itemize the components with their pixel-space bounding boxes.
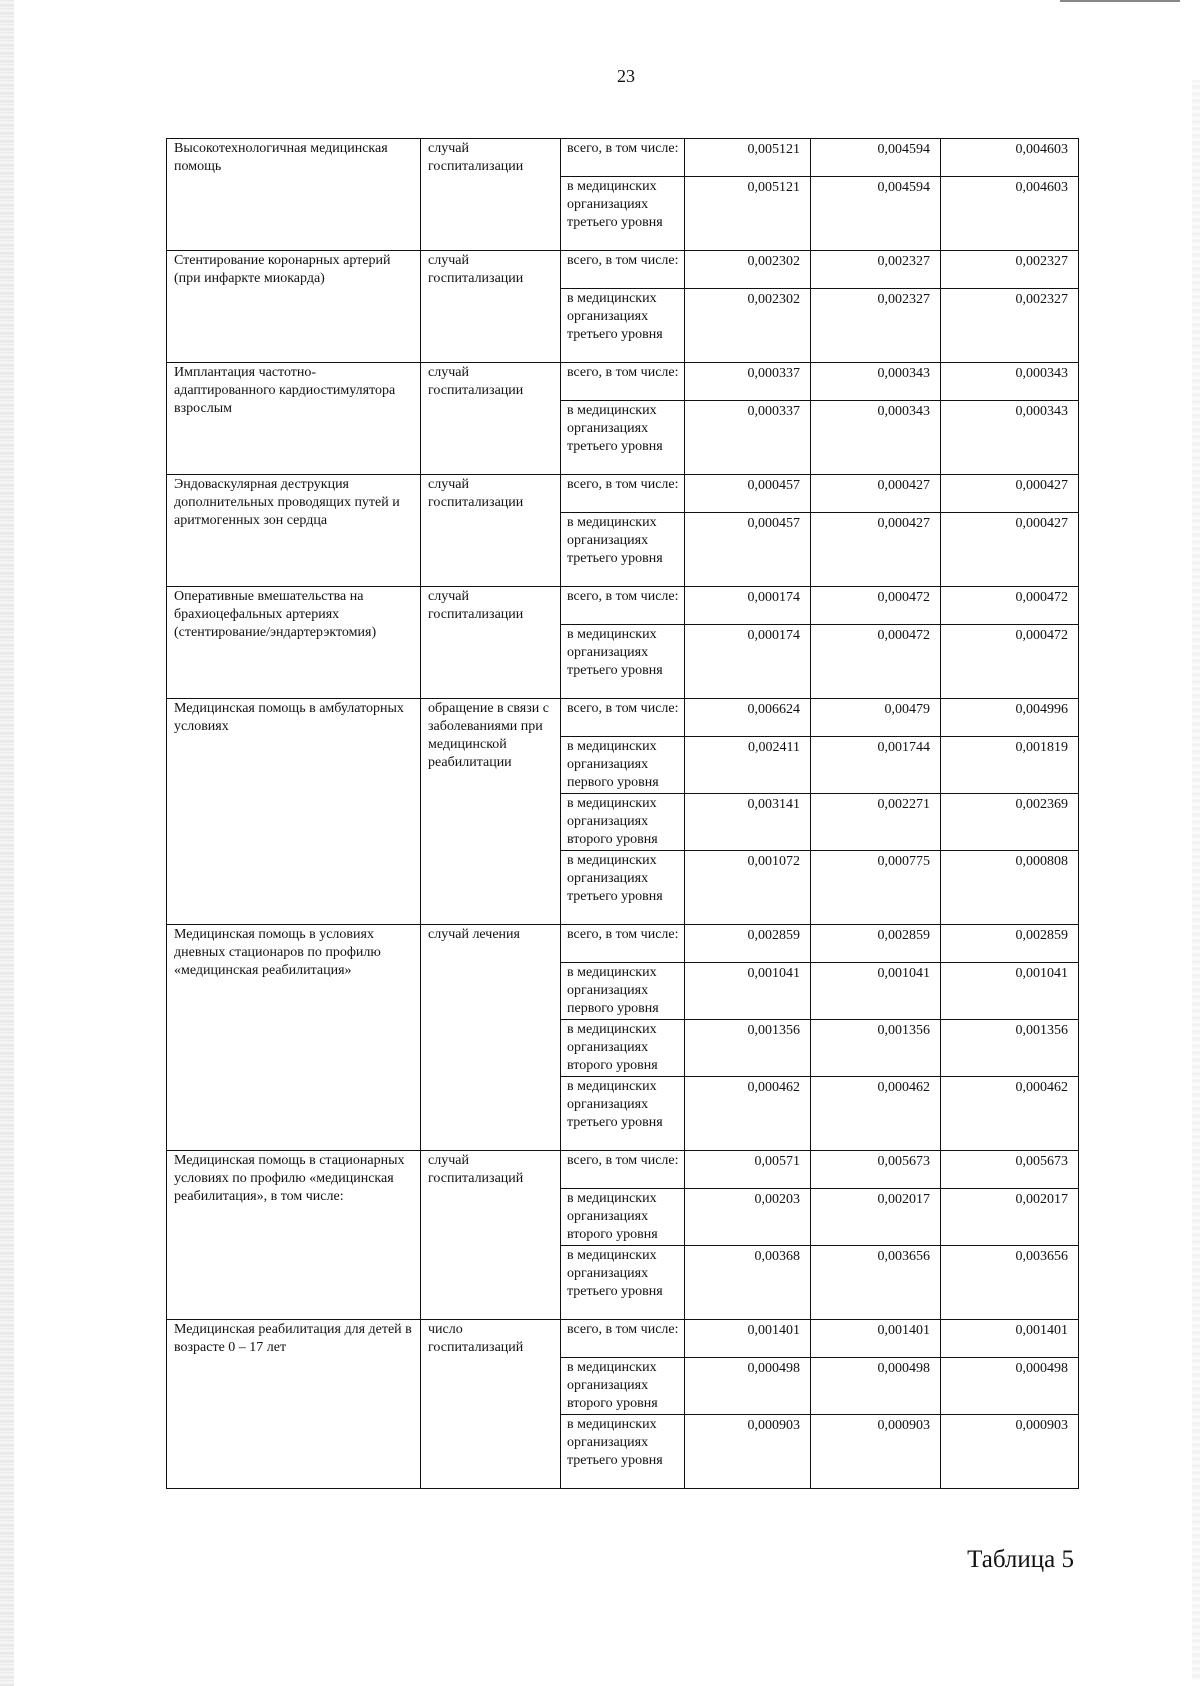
- value-cell-3: 0,000462: [941, 1077, 1079, 1151]
- value-cell-1: 0,002302: [685, 289, 811, 363]
- care-type-cell: Оперативные вмешательства на брахиоцефальных артериях (стентирование/эндартерэктомия): [167, 587, 421, 699]
- table-caption: Таблица 5: [967, 1546, 1074, 1573]
- value-cell-2: 0,000472: [811, 587, 941, 625]
- value-cell-3: 0,002859: [941, 925, 1079, 963]
- value-cell-3: 0,002369: [941, 794, 1079, 851]
- value-cell-1: 0,00368: [685, 1246, 811, 1320]
- value-cell-1: 0,000337: [685, 401, 811, 475]
- value-cell-1: 0,000174: [685, 587, 811, 625]
- level-cell: всего, в том числе:: [561, 139, 685, 177]
- value-cell-1: 0,005121: [685, 139, 811, 177]
- value-cell-2: 0,002859: [811, 925, 941, 963]
- level-cell: в медицинских организациях первого уровня: [561, 737, 685, 794]
- care-type-cell: Медицинская помощь в амбулаторных условиях: [167, 699, 421, 925]
- level-cell: в медицинских организациях третьего уровня: [561, 513, 685, 587]
- unit-cell: случай госпитализаций: [421, 1151, 561, 1320]
- value-cell-3: 0,002017: [941, 1189, 1079, 1246]
- value-cell-1: 0,001356: [685, 1020, 811, 1077]
- unit-cell: случай лечения: [421, 925, 561, 1151]
- level-cell: в медицинских организациях третьего уровня: [561, 1415, 685, 1489]
- unit-cell: число госпитализаций: [421, 1320, 561, 1489]
- page-number: 23: [617, 66, 635, 86]
- value-cell-1: 0,000457: [685, 513, 811, 587]
- value-cell-2: 0,001744: [811, 737, 941, 794]
- value-cell-2: 0,000472: [811, 625, 941, 699]
- value-cell-3: 0,003656: [941, 1246, 1079, 1320]
- value-cell-3: 0,000343: [941, 363, 1079, 401]
- value-cell-2: 0,002327: [811, 289, 941, 363]
- value-cell-2: 0,001041: [811, 963, 941, 1020]
- value-cell-3: 0,000808: [941, 851, 1079, 925]
- level-cell: всего, в том числе:: [561, 1320, 685, 1358]
- value-cell-1: 0,000337: [685, 363, 811, 401]
- level-cell: в медицинских организациях первого уровня: [561, 963, 685, 1020]
- level-cell: всего, в том числе:: [561, 1151, 685, 1189]
- level-cell: в медицинских организациях второго уровня: [561, 794, 685, 851]
- value-cell-1: 0,00571: [685, 1151, 811, 1189]
- level-cell: всего, в том числе:: [561, 363, 685, 401]
- level-cell: в медицинских организациях второго уровня: [561, 1020, 685, 1077]
- value-cell-2: 0,001356: [811, 1020, 941, 1077]
- level-cell: в медицинских организациях второго уровня: [561, 1358, 685, 1415]
- norms-table: [166, 138, 1079, 1489]
- value-cell-2: 0,004594: [811, 139, 941, 177]
- value-cell-1: 0,005121: [685, 177, 811, 251]
- level-cell: в медицинских организациях третьего уровня: [561, 851, 685, 925]
- value-cell-2: 0,000775: [811, 851, 941, 925]
- table-body: [167, 139, 1079, 1489]
- unit-cell: случай госпитализации: [421, 587, 561, 699]
- value-cell-2: 0,000343: [811, 401, 941, 475]
- unit-cell: случай госпитализации: [421, 475, 561, 587]
- level-cell: всего, в том числе:: [561, 251, 685, 289]
- value-cell-1: 0,001072: [685, 851, 811, 925]
- value-cell-3: 0,000498: [941, 1358, 1079, 1415]
- value-cell-3: 0,000427: [941, 513, 1079, 587]
- unit-cell: случай госпитализации: [421, 363, 561, 475]
- care-type-cell: Эндоваскулярная деструкция дополнительных проводящих путей и аритмогенных зон сердца: [167, 475, 421, 587]
- table-row: [167, 251, 1079, 289]
- value-cell-1: 0,000903: [685, 1415, 811, 1489]
- value-cell-1: 0,000457: [685, 475, 811, 513]
- value-cell-3: 0,004603: [941, 139, 1079, 177]
- value-cell-1: 0,006624: [685, 699, 811, 737]
- level-cell: всего, в том числе:: [561, 587, 685, 625]
- value-cell-2: 0,000903: [811, 1415, 941, 1489]
- value-cell-2: 0,004594: [811, 177, 941, 251]
- level-cell: всего, в том числе:: [561, 925, 685, 963]
- value-cell-1: 0,001401: [685, 1320, 811, 1358]
- level-cell: в медицинских организациях третьего уровня: [561, 177, 685, 251]
- value-cell-2: 0,000427: [811, 513, 941, 587]
- level-cell: в медицинских организациях третьего уровня: [561, 1077, 685, 1151]
- unit-cell: случай госпитализации: [421, 251, 561, 363]
- document-table-wrap: [166, 138, 1078, 1489]
- value-cell-2: 0,002327: [811, 251, 941, 289]
- level-cell: в медицинских организациях третьего уровня: [561, 625, 685, 699]
- table-row: [167, 1151, 1079, 1189]
- value-cell-3: 0,002327: [941, 251, 1079, 289]
- value-cell-3: 0,001819: [941, 737, 1079, 794]
- care-type-cell: Медицинская помощь в стационарных условиях по профилю «медицинская реабилитация», в том числе:: [167, 1151, 421, 1320]
- scan-edge-right: [1192, 80, 1200, 1680]
- care-type-cell: Высокотехнологичная медицинская помощь: [167, 139, 421, 251]
- value-cell-1: 0,000462: [685, 1077, 811, 1151]
- level-cell: всего, в том числе:: [561, 699, 685, 737]
- value-cell-3: 0,001041: [941, 963, 1079, 1020]
- table-row: [167, 587, 1079, 625]
- value-cell-3: 0,000343: [941, 401, 1079, 475]
- value-cell-3: 0,005673: [941, 1151, 1079, 1189]
- unit-cell: обращение в связи с заболеваниями при медицинской реабилитации: [421, 699, 561, 925]
- table-row: [167, 475, 1079, 513]
- value-cell-2: 0,000462: [811, 1077, 941, 1151]
- unit-cell: случай госпитализации: [421, 139, 561, 251]
- value-cell-2: 0,00479: [811, 699, 941, 737]
- value-cell-3: 0,001401: [941, 1320, 1079, 1358]
- top-rule: [1060, 0, 1180, 2]
- value-cell-2: 0,002271: [811, 794, 941, 851]
- level-cell: в медицинских организациях второго уровня: [561, 1189, 685, 1246]
- table-row: [167, 363, 1079, 401]
- value-cell-1: 0,003141: [685, 794, 811, 851]
- value-cell-3: 0,001356: [941, 1020, 1079, 1077]
- value-cell-1: 0,002859: [685, 925, 811, 963]
- value-cell-3: 0,004996: [941, 699, 1079, 737]
- value-cell-2: 0,005673: [811, 1151, 941, 1189]
- value-cell-2: 0,003656: [811, 1246, 941, 1320]
- value-cell-3: 0,002327: [941, 289, 1079, 363]
- care-type-cell: Медицинская реабилитация для детей в возрасте 0 – 17 лет: [167, 1320, 421, 1489]
- value-cell-2: 0,000343: [811, 363, 941, 401]
- care-type-cell: Медицинская помощь в условиях дневных стационаров по профилю «медицинская реабилитация»: [167, 925, 421, 1151]
- table-row: [167, 699, 1079, 737]
- value-cell-2: 0,000427: [811, 475, 941, 513]
- care-type-cell: Стентирование коронарных артерий (при инфаркте миокарда): [167, 251, 421, 363]
- value-cell-3: 0,000903: [941, 1415, 1079, 1489]
- value-cell-3: 0,000472: [941, 587, 1079, 625]
- table-row: [167, 925, 1079, 963]
- value-cell-3: 0,000427: [941, 475, 1079, 513]
- value-cell-2: 0,000498: [811, 1358, 941, 1415]
- table-row: [167, 1320, 1079, 1358]
- value-cell-1: 0,002302: [685, 251, 811, 289]
- value-cell-1: 0,00203: [685, 1189, 811, 1246]
- value-cell-2: 0,002017: [811, 1189, 941, 1246]
- value-cell-1: 0,000174: [685, 625, 811, 699]
- level-cell: в медицинских организациях третьего уровня: [561, 401, 685, 475]
- value-cell-1: 0,001041: [685, 963, 811, 1020]
- value-cell-1: 0,000498: [685, 1358, 811, 1415]
- level-cell: в медицинских организациях третьего уровня: [561, 289, 685, 363]
- level-cell: в медицинских организациях третьего уровня: [561, 1246, 685, 1320]
- value-cell-1: 0,002411: [685, 737, 811, 794]
- table-row: [167, 139, 1079, 177]
- scan-edge-left: [0, 0, 14, 1686]
- value-cell-3: 0,000472: [941, 625, 1079, 699]
- value-cell-2: 0,001401: [811, 1320, 941, 1358]
- care-type-cell: Имплантация частотно-адаптированного кардиостимулятора взрослым: [167, 363, 421, 475]
- value-cell-3: 0,004603: [941, 177, 1079, 251]
- level-cell: всего, в том числе:: [561, 475, 685, 513]
